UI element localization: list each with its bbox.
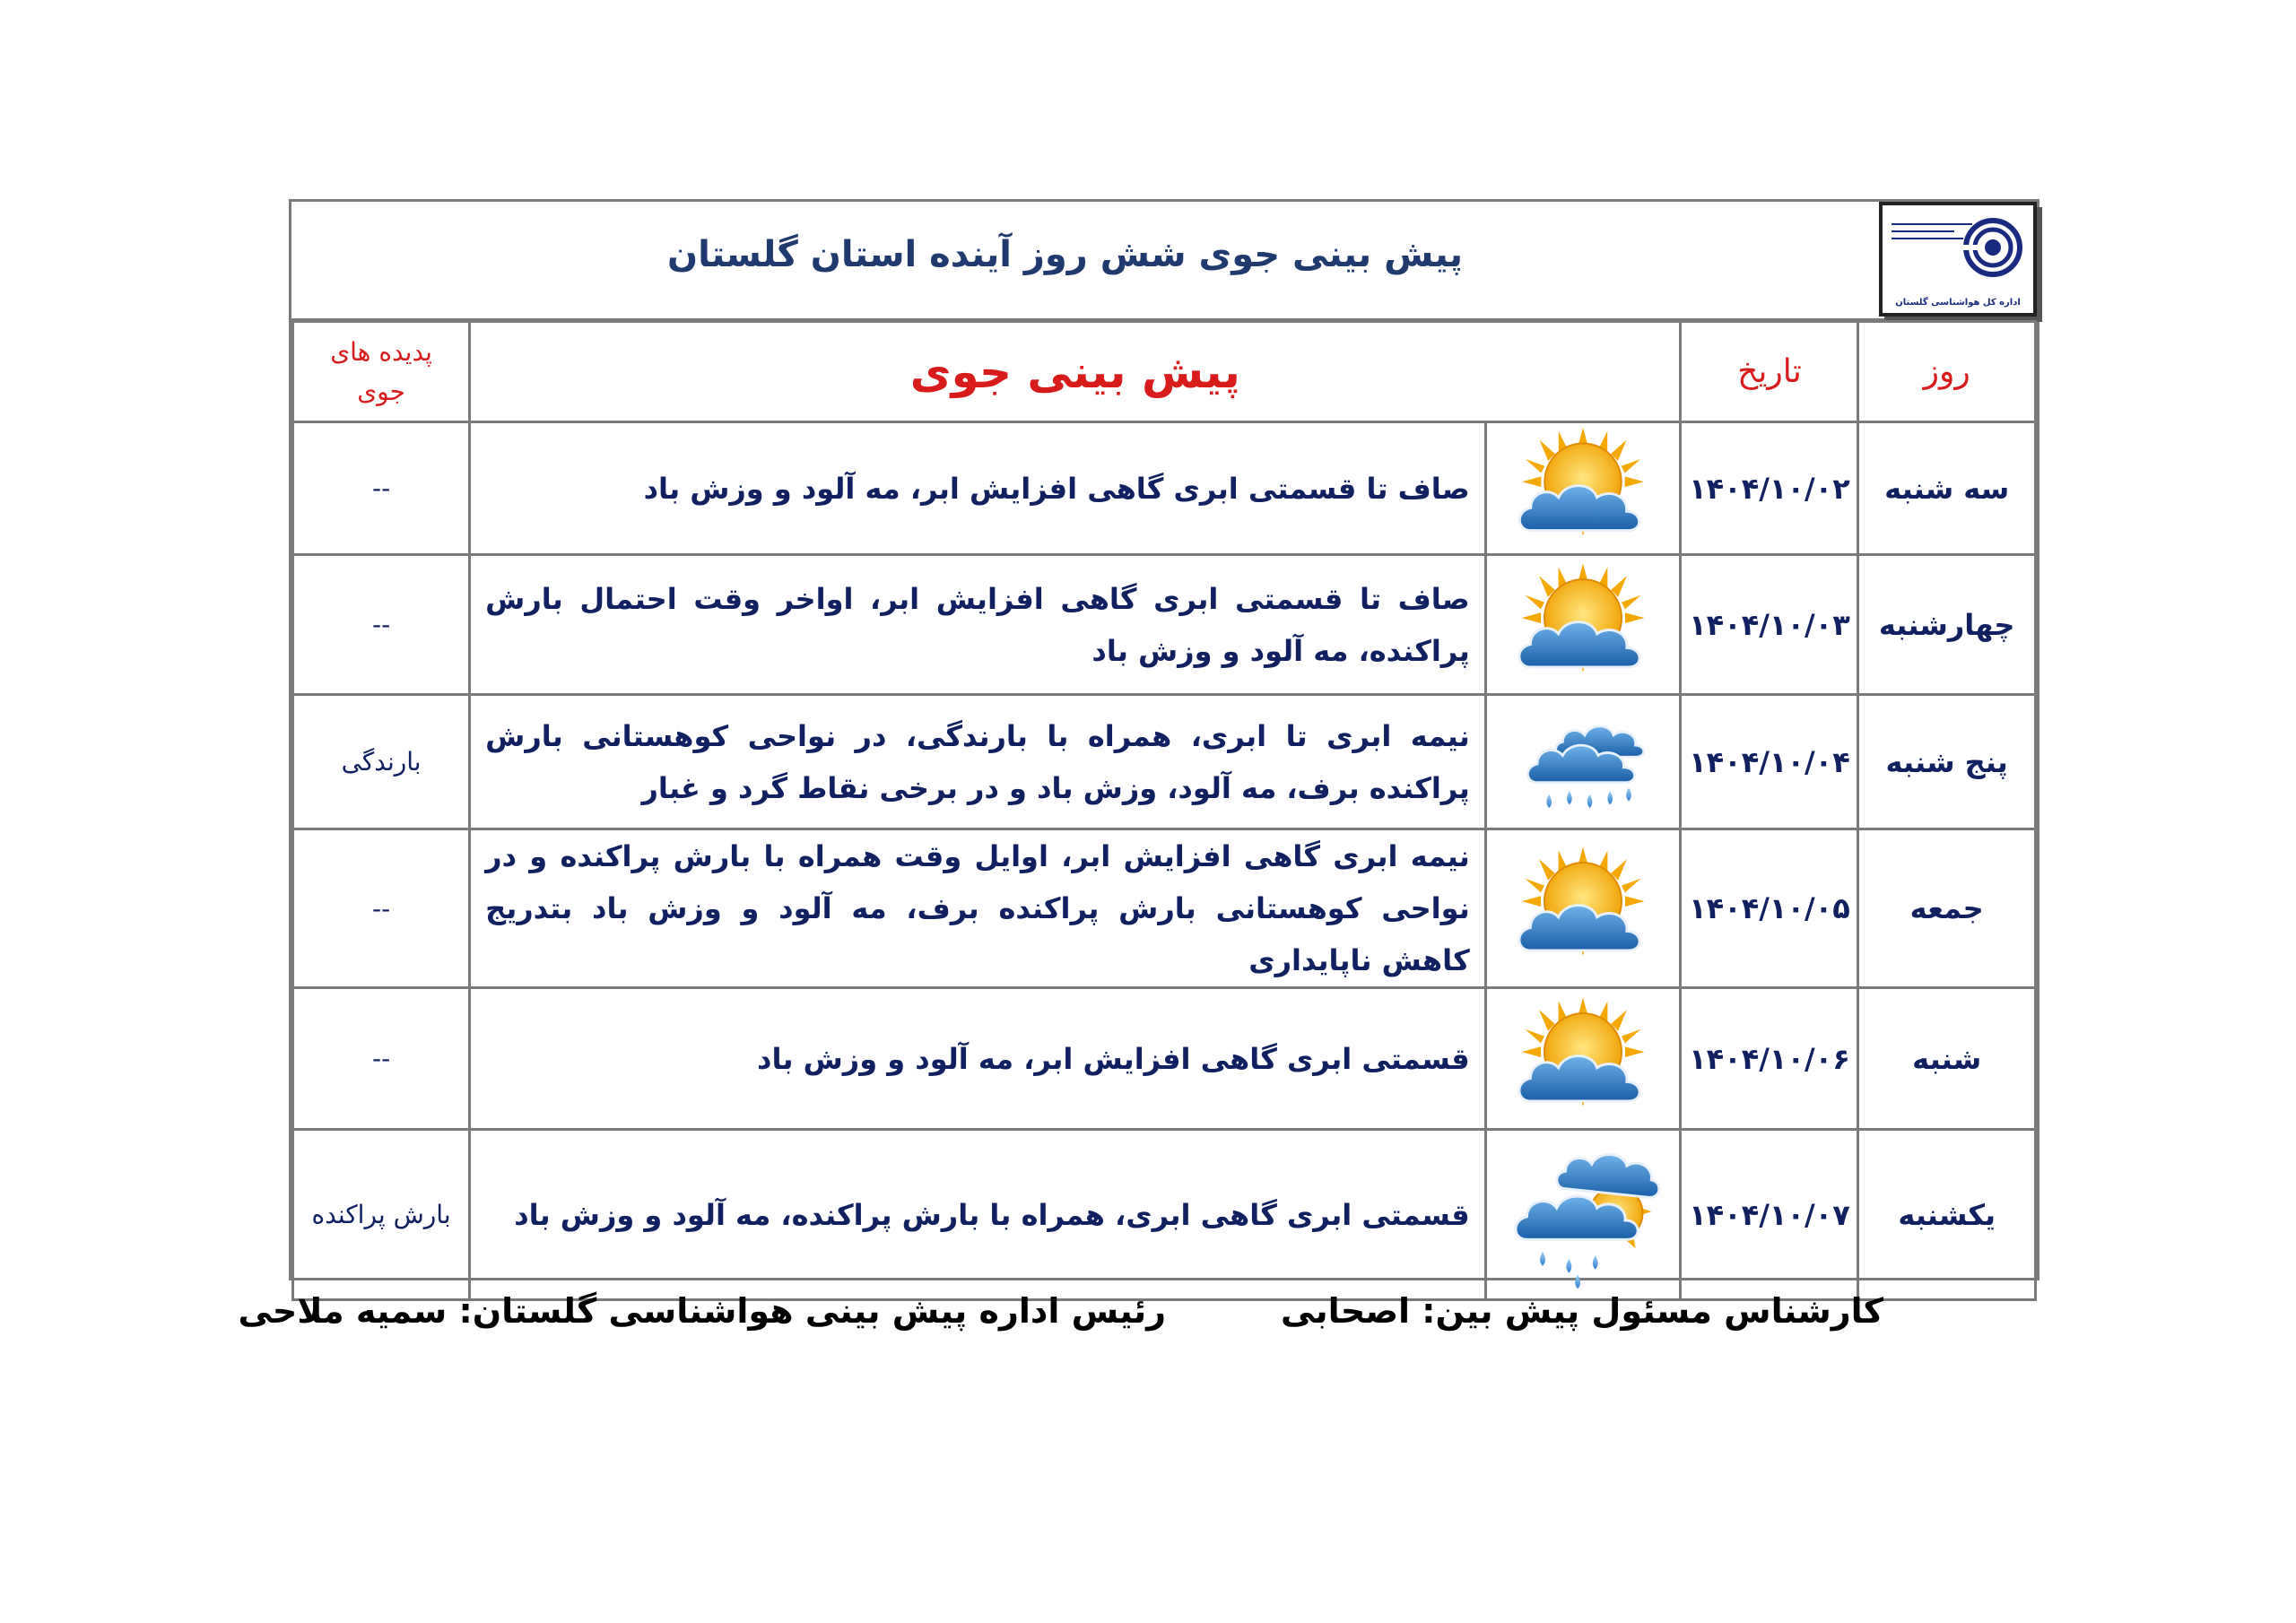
sun-behind-cloud-icon: [1504, 428, 1662, 550]
sun-cloud-rain-icon: [1500, 1136, 1665, 1294]
header-phenomena: [293, 322, 470, 422]
date-cell: ۱۴۰۴/۱۰/۰۷: [1681, 1130, 1858, 1300]
forecast-cell: صاف تا قسمتی ابری گاهی افزایش ابر، اواخر وقت احتمال بارش پراکنده، مه آلود و وزش باد: [470, 555, 1486, 695]
forecast-cell: صاف تا قسمتی ابری گاهی افزایش ابر، مه آلود و وزش باد: [470, 422, 1486, 555]
department-head-signature: رئیس اداره پیش بینی هواشناسی گلستان: سمیه ملاحی: [238, 1291, 1166, 1331]
date-cell: ۱۴۰۴/۱۰/۰۵: [1681, 829, 1858, 988]
logo-emblem-icon: [1963, 218, 2022, 277]
date-cell: ۱۴۰۴/۱۰/۰۴: [1681, 695, 1858, 829]
forecast-cell: نیمه ابری گاهی افزایش ابر، اوایل وقت همراه با بارش پراکنده و در نواحی کوهستانی بارش پراکنده برف، مه آلود و وزش باد بتدریج کاهش ناپایداری: [470, 829, 1486, 988]
forecast-table: [291, 320, 2037, 1301]
sun-behind-cloud-icon: [1504, 994, 1662, 1124]
forecast-cell: قسمتی ابری گاهی ابری، همراه با بارش پراکنده، مه آلود و وزش باد: [470, 1130, 1486, 1300]
date-cell: ۱۴۰۴/۱۰/۰۶: [1681, 988, 1858, 1130]
forecast-cell: قسمتی ابری گاهی افزایش ابر، مه آلود و وزش باد: [470, 988, 1486, 1130]
sun-behind-cloud-icon: [1504, 562, 1662, 688]
header-forecast: پیش بینی جوی: [470, 322, 1681, 422]
table-row: [293, 1130, 2036, 1300]
day-cell: یکشنبه: [1858, 1130, 2036, 1300]
phenomena-cell: --: [293, 422, 470, 555]
header-day: روز: [1858, 322, 2036, 422]
table-row: [293, 988, 2036, 1130]
table-row: [293, 555, 2036, 695]
page-title: پیش بینی جوی شش روز آینده استان گلستان: [667, 234, 1463, 275]
weather-icon-cell: [1485, 988, 1681, 1130]
phenomena-cell: بارندگی: [293, 695, 470, 829]
header-date: تاریخ: [1681, 322, 1858, 422]
table-header-row: [293, 322, 2036, 422]
day-cell: جمعه: [1858, 829, 2036, 988]
logo-caption-top: [1892, 216, 1972, 247]
table-row: [293, 829, 2036, 988]
phenomena-cell: --: [293, 829, 470, 988]
weather-icon-cell: [1485, 695, 1681, 829]
rain-cloud-icon: [1507, 701, 1659, 823]
weather-icon-cell: [1485, 1130, 1681, 1300]
forecast-sheet: [289, 199, 2039, 1280]
header-phenomena-line1: پدیده های: [330, 336, 432, 367]
date-cell: ۱۴۰۴/۱۰/۰۲: [1681, 422, 1858, 555]
sun-behind-cloud-icon: [1504, 844, 1662, 973]
forecast-cell: نیمه ابری تا ابری، همراه با بارندگی، در نواحی کوهستانی بارش پراکنده برف، مه آلود، وزش باد و در برخی نقاط گرد و غبار: [470, 695, 1486, 829]
day-cell: چهارشنبه: [1858, 555, 2036, 695]
table-row: [293, 422, 2036, 555]
day-cell: شنبه: [1858, 988, 2036, 1130]
phenomena-cell: بارش پراکنده: [293, 1130, 470, 1300]
phenomena-cell: --: [293, 555, 470, 695]
weather-icon-cell: [1485, 829, 1681, 988]
weather-icon-cell: [1485, 422, 1681, 555]
logo-caption-bottom: اداره کل هواشناسی گلستان: [1895, 298, 2021, 308]
header-phenomena-line2: جوی: [357, 376, 405, 406]
title-row: [291, 202, 2037, 321]
table-row: [293, 695, 2036, 829]
weather-icon-cell: [1485, 555, 1681, 695]
forecaster-signature: کارشناس مسئول پیش بین: اصحابی: [1280, 1291, 1883, 1331]
organization-logo: [1879, 202, 2037, 317]
phenomena-cell: --: [293, 988, 470, 1130]
day-cell: پنج شنبه: [1858, 695, 2036, 829]
date-cell: ۱۴۰۴/۱۰/۰۳: [1681, 555, 1858, 695]
day-cell: سه شنبه: [1858, 422, 2036, 555]
